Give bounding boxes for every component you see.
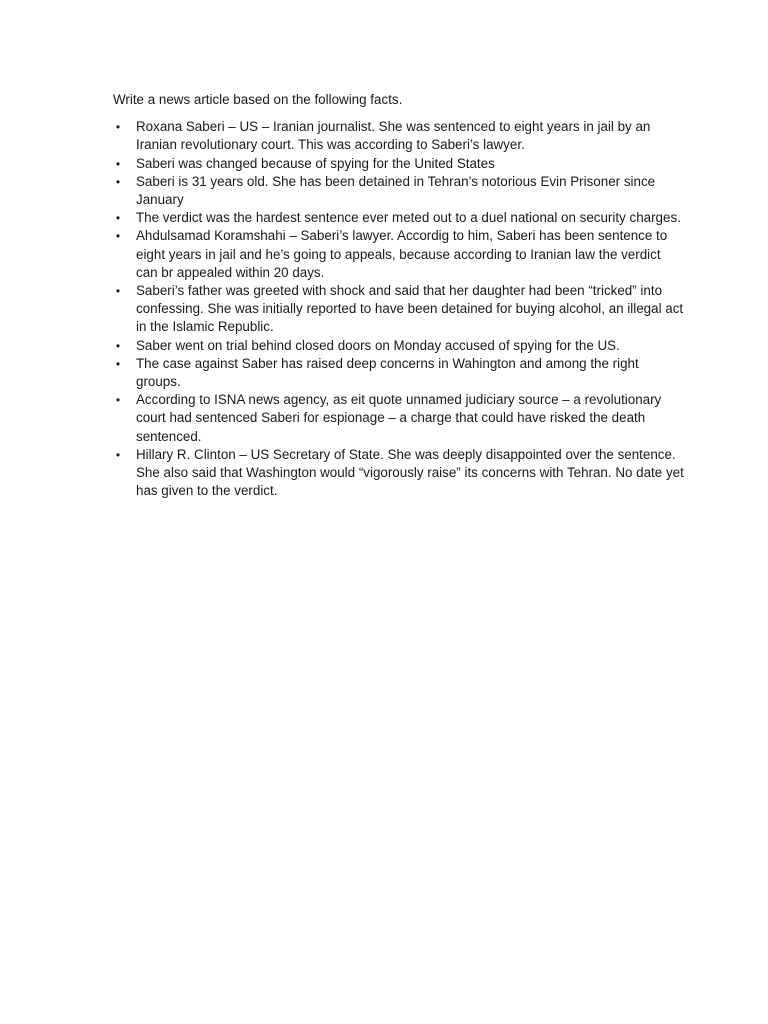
fact-text: The case against Saber has raised deep concerns in Wahington and among the right groups. [136, 355, 639, 390]
fact-text: Saberi’s father was greeted with shock and said that her daughter had been “tricked” into confessing. She was initially reported to have been detained for buying alcohol, an illegal act in the Islamic Republic. [136, 283, 684, 335]
fact-item [113, 118, 685, 154]
document-body [113, 91, 685, 500]
bullet-icon: • [115, 393, 121, 408]
bullet-icon: • [115, 211, 121, 226]
bullet-icon: • [115, 229, 121, 244]
facts-list [113, 118, 685, 500]
fact-text: Ahdulsamad Koramshahi – Saberi’s lawyer. Accordig to him, Saberi has been sentence to eight years in jail and he’s going to appeals, because according to Iranian law the verdict can br appealed within 20 days. [136, 228, 668, 280]
fact-item [113, 355, 685, 391]
fact-item [113, 209, 685, 227]
fact-item [113, 282, 685, 337]
fact-text: Hillary R. Clinton – US Secretary of State. She was deeply disappointed over the sentence. She also said that Washington would “vigorously raise” its concerns with Tehran. No date yet has given to the verdict. [136, 446, 684, 499]
fact-text: Saber went on trial behind closed doors on Monday accused of spying for the US. [136, 337, 620, 353]
bullet-icon: • [115, 174, 121, 189]
fact-item [113, 391, 685, 446]
instruction-text: Write a news article based on the following facts. [113, 92, 403, 107]
fact-item [113, 446, 685, 501]
fact-text: Saberi is 31 years old. She has been detained in Tehran’s notorious Evin Prisoner since January [136, 173, 656, 208]
fact-item [113, 155, 685, 173]
fact-text: The verdict was the hardest sentence ever meted out to a duel national on security charges. [136, 210, 681, 226]
fact-item [113, 337, 685, 355]
bullet-icon: • [115, 156, 121, 171]
fact-text: Saberi was changed because of spying for the United States [136, 155, 495, 171]
bullet-icon: • [115, 284, 121, 299]
bullet-icon: • [115, 338, 121, 353]
fact-text: Roxana Saberi – US – Iranian journalist. She was sentenced to eight years in jail by an Iranian revolutionary court. This was according to Saberi’s lawyer. [136, 119, 651, 153]
bullet-icon: • [115, 120, 121, 135]
bullet-icon: • [115, 447, 121, 462]
fact-item [113, 173, 685, 209]
bullet-icon: • [115, 356, 121, 371]
fact-text: According to ISNA news agency, as eit quote unnamed judiciary source – a revolutionary court had sentenced Saberi for espionage – a charge that could have risked the death sentenced. [136, 392, 662, 444]
fact-item [113, 227, 685, 282]
